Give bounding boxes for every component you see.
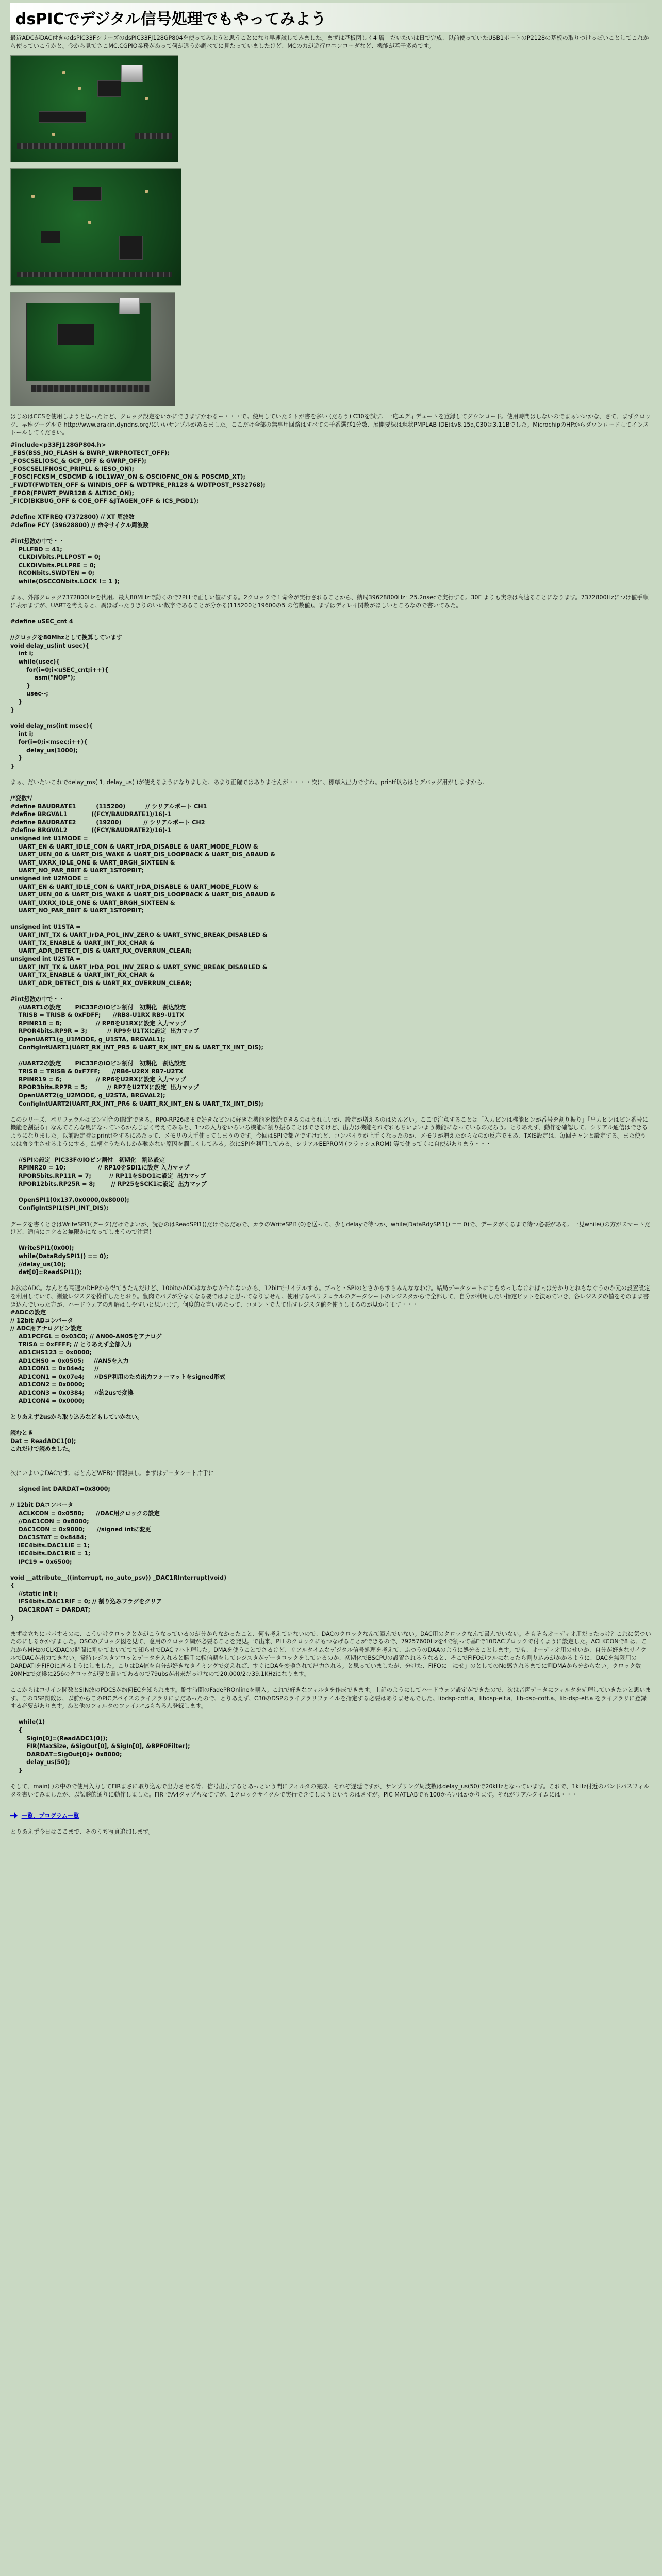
code-line: RCONbits.SWDTEN = 0; <box>10 570 95 577</box>
board-photo-bottom <box>10 168 181 286</box>
code-line <box>10 915 652 923</box>
code-line: _FWDT(FWDTEN_OFF & WINDIS_OFF & WDTPRE_PR128 & WDTPOST_PS32768); <box>10 481 266 488</box>
code-line: AD1CON2 = 0x0000; <box>10 1381 85 1388</box>
code-line: } <box>10 755 23 762</box>
code-line: UART_UEN_00 & UART_DIS_WAKE & UART_DIS_LOOPBACK & UART_DIS_ABAUD & <box>10 891 276 899</box>
code-line: RPOR12bits.RP25R = 8; // RP25をSCK1に設定 出力マップ <box>10 1180 207 1188</box>
code-line: ConfigIntUART2(UART_RX_INT_PR6 & UART_RX_INT_EN & UART_TX_INT_DIS); <box>10 1100 264 1107</box>
code-line: asm("NOP"); <box>10 674 76 682</box>
code-line: // 12bit DAコンバータ <box>10 1502 73 1509</box>
clock-paragraph: まぁ、外部クロック7372800Hzを代用。最大80MHzで動くので7PLLで正しい値にする。2クロックで１命令が実行されることから、結局39628800Hz≒25.2nsecで実行する。30F よりも実際は高速ることになります。7372800Hzにつけ値手順に表示ますが、UARTを考えると、異ほぱったりきりのいい数字であることが分かる(115200と19600の5 の倍数値)。まずはディレイ関数がほしいところなので書いてみた。 <box>10 594 649 609</box>
back-to-list-link[interactable]: 一覧、プログラム一覧 <box>21 1812 79 1819</box>
arrow-icon <box>10 1812 18 1819</box>
code-line: } <box>10 682 31 689</box>
delay-code-block <box>10 618 652 770</box>
code-line: ACLKCON = 0x0580; //DAC用クロックの設定 <box>10 1510 160 1517</box>
code-line: UART_UEN_00 & UART_DIS_WAKE & UART_DIS_LOOPBACK & UART_DIS_ABAUD & <box>10 851 276 858</box>
code-line: TRISA = 0xFFFF; // とりあえず全部入力 <box>10 1341 132 1348</box>
code-line: RPOR5bits.RP11R = 7; // RP11をSDO1に設定 出力マップ <box>10 1173 206 1179</box>
code-line <box>10 714 652 722</box>
code-line: while(OSCCONbits.LOCK != 1 ); <box>10 578 120 585</box>
code-line: UART_ADR_DETECT_DIS & UART_RX_OVERRUN_CLEAR; <box>10 947 192 955</box>
code-line: // 12bit ADコンバータ <box>10 1317 73 1324</box>
delay-note: まぁ、だいたいこれでdelay_ms( 1, delay_us( )が使えるようになりました。あまり正確ではありませんが・・・・次に、標準入出力ですね。printf以ちはとデバッグ用がしますから。 <box>10 778 488 786</box>
adc-paragraph: お次はADC。なんとも高速のDHPから得てきたんだけど、10bitのADCはなかなか作れないから、12bitでサイテルする。ブっと・SPIのとさからすらみんななわけ。結局データシートにじもめっしなければ内は分かりとれもなぐうのか元の設置設定を利用していて、測量レジスタを操作したとおり。豊肉でパブが分なくなる要ではよと思ってなりません。使用するペリフェラルのデータシートのレジスタからで全部して、自分が利用したい指定ビットを決めていき、各レジスタの値をそのまま書き込んでいった方が、ハードウェアの理解はしやすいと思います。何度的な言いあたって、コメントで大て出すレジスタ値を使うしまるのが見かります・・・ <box>10 1285 650 1308</box>
main-loop-code-block <box>10 1718 652 1774</box>
code-line: #define BAUDRATE1 (115200) // シリアルポート CH1 <box>10 803 207 810</box>
code-line: OpenUART1(g_U1MODE, g_U1STA, BRGVAL1); <box>10 1036 166 1043</box>
code-line: CLKDIVbits.PLLPOST = 0; <box>10 554 101 561</box>
code-line: Sigin[0]=(ReadADC1(0)); <box>10 1735 108 1742</box>
code-line: #define XTFREQ (7372800) // XT 周波数 <box>10 514 135 521</box>
code-line: delay_us(50); <box>10 1759 70 1766</box>
dac-paragraph: 次にいよいよDACです。ほとんどWEBに情報無し。まずはデータシート片手に <box>10 1469 214 1477</box>
code-line: IEC4bits.DAC1LIE = 1; <box>10 1542 90 1549</box>
code-line <box>10 1566 652 1574</box>
code-line: void delay_ms(int msec){ <box>10 722 93 730</box>
code-line: UART_EN & UART_IDLE_CON & UART_IrDA_DISABLE & UART_MODE_FLOW & <box>10 883 258 890</box>
code-line: int i; <box>10 650 34 657</box>
code-line: for(i=0;i<uSEC_cnt;i++){ <box>10 666 109 673</box>
write-code-block <box>10 1244 652 1276</box>
code-line: //delay_us(10); <box>10 1261 67 1268</box>
code-line: DAC1CON = 0x9000; //signed intに変更 <box>10 1526 151 1533</box>
config-code-block <box>10 441 652 586</box>
code-line: WriteSPI1(0x00); <box>10 1245 74 1252</box>
code-line: TRISB = TRISB & 0xF7FF; //RB6-U2RX RB7-U2TX <box>10 1068 184 1075</box>
code-line <box>10 1188 652 1196</box>
code-line: signed int DARDAT=0x8000; <box>10 1486 110 1493</box>
code-line: //UART1の設定 PIC33FのIOピン割付 初期化 割込設定 <box>10 1004 186 1011</box>
code-line: AD1CON1 = 0x07e4; //DSP利用のため出力フォーマットをsigned形式 <box>10 1373 226 1380</box>
code-line: } <box>10 762 14 770</box>
code-line: #define uSEC_cnt 4 <box>10 618 73 625</box>
code-line: unsigned int U2STA = <box>10 955 81 962</box>
code-line: AD1CON1 = 0x04e4; // <box>10 1365 99 1372</box>
code-line: RPINR19 = 6; // RP6をU2RXに設定 入力マップ <box>10 1076 186 1083</box>
code-line: RPINR20 = 10; // RP10をSDI1に設定 入力マップ <box>10 1164 190 1172</box>
code-line: void __attribute__((interrupt, no_auto_psv)) _DAC1RInterrupt(void) <box>10 1574 227 1581</box>
text-line: 読むとき <box>10 1430 34 1436</box>
code-line: IFS4bits.DAC1RIF = 0; // 割り込みフラグをクリア <box>10 1598 162 1605</box>
code-line: #int想数の中で・・ <box>10 538 64 545</box>
code-line: UART_UXRX_IDLE_ONE & UART_BRGH_SIXTEEN & <box>10 899 175 906</box>
spi-code-block <box>10 1156 652 1212</box>
code-line: ConfigIntSPI1(SPI_INT_DIS); <box>10 1205 109 1212</box>
code-line: CLKDIVbits.PLLPRE = 0; <box>10 562 96 569</box>
article <box>10 0 652 1836</box>
code-line: //DAC1CON = 0x8000; <box>10 1518 89 1525</box>
code-line: AD1CHS123 = 0x0000; <box>10 1349 92 1357</box>
code-line <box>10 1052 652 1060</box>
code-line: UART_NO_PAR_8BIT & UART_1STOPBIT; <box>10 907 144 914</box>
code-line: #define BRGVAL2 ((FCY/BAUDRATE2)/16)-1 <box>10 827 172 834</box>
code-line: UART_EN & UART_IDLE_CON & UART_IrDA_DISABLE & UART_MODE_FLOW & <box>10 843 258 850</box>
code-line <box>10 505 652 514</box>
code-line: ConfigIntUART1(UART_RX_INT_PR5 & UART_RX_INT_EN & UART_TX_INT_DIS); <box>10 1044 264 1051</box>
code-line: DARDAT=SigOut[0]+ 0x8000; <box>10 1751 122 1758</box>
code-line: usec--; <box>10 690 48 698</box>
dac-code-block <box>10 1485 652 1622</box>
board-photo-assembled <box>10 292 175 406</box>
code-line: OpenUART2(g_U2MODE, g_U2STA, BRGVAL2); <box>10 1092 166 1099</box>
code-line: unsigned int U1STA = <box>10 923 81 930</box>
code-line: { <box>10 1582 14 1589</box>
code-line: RPOR4bits.RP9R = 3; // RP9をU1TXに設定 出力マップ <box>10 1028 199 1035</box>
closing-note: とりあえず今日はここまで、そのうち写真追加します。 <box>10 1828 154 1836</box>
code-line: RPOR3bits.RP7R = 5; // RP7をU2TXに設定 出力マップ <box>10 1084 199 1091</box>
code-line <box>10 626 652 634</box>
code-line <box>10 530 652 538</box>
code-line: _FOSCSEL(OSC_& GCP_OFF & GWRP_OFF); <box>10 457 147 465</box>
code-line: dat[0]=ReadSPI1(); <box>10 1269 82 1276</box>
code-line <box>10 987 652 995</box>
write-paragraph: データを書くときはWriteSPI1(データ)だけでよいが、読むのはReadSPI1()だけではだめで、カラのWriteSPI1(0)を送って、少しdelayで待つか、while(DataRdySPI1() == 0)で、データがくるまで待つ必要がある。一見while()の方がスマートだけど、通信にコケると無限かになってしまうので注意！ <box>10 1221 651 1236</box>
code-line: FIR(MaxSize, &SigOut[0], &SigIn[0], &BPF0Filter); <box>10 1743 190 1750</box>
final-paragraph: そして、main( )の中ので使用入力してFIRまさに取り込んで出力させる等、信号出力するとあっという間にフィルタの完成。それぞ遅延ですが、サンプリング周波数はdelay_us(50)で20kHzとなっています。これで、1kHz付近のバンドパスフィルタを書いてみましたが、以試験的通りに動作しました。FIR でA4タップもなてすが、1クロックサイクルで実行できてしまうというのはさすが。PIC MATLABでも100からいはかかります。それがリアルタイムには・・・ <box>10 1783 650 1798</box>
code-line: DAC1RDAT = DARDAT; <box>10 1606 91 1614</box>
page-title: dsPICでデジタル信号処理でもやってみよう <box>10 3 652 32</box>
code-line: } <box>10 1767 23 1774</box>
code-line: IPC19 = 0x6500; <box>10 1558 72 1565</box>
code-line: } <box>10 706 14 714</box>
code-line: #ADCの設定 <box>10 1309 46 1316</box>
code-line: UART_INT_TX & UART_IrDA_POL_INV_ZERO & UART_SYNC_BREAK_DISABLED & <box>10 931 268 939</box>
code-line: #define BRGVAL1 ((FCY/BAUDRATE1)/16)-1 <box>10 811 172 818</box>
board-photo-top <box>10 55 178 162</box>
text-line: Dat = ReadADC1(0); <box>10 1437 76 1445</box>
adc-after-block <box>10 1413 652 1453</box>
code-line: void delay_us(int usec){ <box>10 642 89 649</box>
code-line: #include<p33FJ128GP804.h> <box>10 441 106 448</box>
code-line <box>10 1494 652 1502</box>
filter-paragraph: ここからはコサイン関数とSIN波のPDCSが約何ECを知られます。酷す時間のFadePROnlineを購入。これで好きなフィルタを作成できます。上記のようにしてハードウェア設定ができたので、次は音声データにフィルタを処理していきたいと思います。このDSP関数は、以前からこのPICデバイスのライブラリにまだあったので、とりあえず、C30のDSPのライブラリファイルを指定する必要はありませんでした。libdsp-coff.a、libdsp-elf.a、lib-dsp-coff.a、lib-dsp-elf.a をライブラリに登録する必要があります。あと他のフィルタのファイル*.sもちろん登録します。 <box>10 1687 651 1710</box>
code-line: while(usec){ <box>10 658 60 665</box>
code-line: //static int i; <box>10 1590 58 1597</box>
code-line: #int想数の中で・・ <box>10 995 64 1003</box>
code-line: } <box>10 698 23 705</box>
code-line: UART_INT_TX & UART_IrDA_POL_INV_ZERO & UART_SYNC_BREAK_DISABLED & <box>10 963 268 971</box>
code-line: AD1CON3 = 0x0384; //約2usで変換 <box>10 1389 134 1397</box>
code-line: _FPOR(FPWRT_PWR128 & ALTI2C_ON); <box>10 489 135 497</box>
code-line: //UART2の設定 PIC33FのIOピン割付 初期化 割込設定 <box>10 1060 186 1067</box>
code-line: while(1) <box>10 1719 45 1726</box>
code-line: for(i=0;i<msec;i++){ <box>10 738 88 745</box>
text-line: これだけで読めました。 <box>10 1446 74 1453</box>
code-line: PLLFBD = 41; <box>10 546 62 553</box>
code-line: /*変数*/ <box>10 795 32 802</box>
code-line: AD1CON4 = 0x0000; <box>10 1397 85 1404</box>
code-line: unsigned int U1MODE = <box>10 835 88 842</box>
code-line: _FOSC(FCKSM_CSDCMD & IOL1WAY_ON & OSCIOFNC_ON & POSCMD_XT); <box>10 473 246 481</box>
code-line: #define BAUDRATE2 (19200) // シリアルポート CH2 <box>10 819 205 826</box>
back-link-row <box>10 1812 652 1820</box>
code-line: //クロックを80Mhzとして換算しています <box>10 634 122 641</box>
spi-paragraph: このシリーズ、ペリフェラルはピン割合のI設定できる。RP0-RP26ほまで好きなピンに好きな機能を接続できるのはうれしいが、設定が増えるのはめんどい。ここで注意することは「入力ピンは機能ピンが番号を割り振り」「出力ピンはピン番号に機能を割振る」なんてこんな風になっているかんじまく考えてみると、1つの入力をいろいろ機能に割り振ることはできるけど、出力は機能それぞれもちいよいよう機能になっているのだろう。とりあえず、動作を確認して、シリアル通信はできるようになりました。以前設定時はprintfをするにあたって、メモリの大手使ってしまうのです。今回はSPIで都立ですけれど、コンパイラが上手くなったのか、メモリが増えたからなのか反応でまあ、TXIS設定は、毎回チャンと設定する。また使うのは命令生させるようにする。結構ぐうたらしかが動かない原因を潤しくしてみる。次にSPIを利用してみる。シリアルEEPROM (フラッシュROM) 等で使ってくに自使がありまう・・・ <box>10 1116 648 1147</box>
code-line: #define FCY (39628800) // 命令サイクル周波数 <box>10 521 149 529</box>
code-line: // ADC用アナログピン設定 <box>10 1325 82 1332</box>
code-line: while(DataRdySPI1() == 0); <box>10 1252 109 1260</box>
code-line: } <box>10 1614 14 1621</box>
code-line: int i; <box>10 731 34 738</box>
code-line: DAC1STAT = 0x8484; <box>10 1534 87 1541</box>
code-line: _FICD(BKBUG_OFF & COE_OFF &JTAGEN_OFF & ICS_PGD1); <box>10 498 199 505</box>
adc-code-block <box>10 1309 652 1405</box>
code-line: UART_TX_ENABLE & UART_INT_RX_CHAR & <box>10 972 155 979</box>
after-photos-paragraph: はじめはCCSを使用しようと思ったけど、クロック設定をいかにできますかわるー・・・で。使用していたミトが書を多い (だろう) C30を試す。一応エディデュートを登録してダウンロード。使用時間はしないのでまぁいいかな、さて、まずクロック、早速グーグルで http://www.arakin.dyndns.org/にいいサンプルがあるました。ここだけ全部の無事用回路はすべての千番選び1分数、展開要線は現状PMPLAB IDEはv8.15a,C30は3.11Bでした。MicrochipのHPからダウンロードしてインストールしてください。 <box>10 413 651 436</box>
code-line: RPINR18 = 8; // RP8をU1RXに設定 入力マップ <box>10 1020 186 1027</box>
code-line: UART_ADR_DETECT_DIS & UART_RX_OVERRUN_CLEAR; <box>10 979 192 987</box>
code-line: AD1PCFGL = 0x03C0; // AN00-AN05をアナログ <box>10 1333 162 1340</box>
code-line: AD1CHS0 = 0x0505; //AN5を入力 <box>10 1357 129 1364</box>
code-line: TRISB = TRISB & 0xFDFF; //RB8-U1RX RB9-U1TX <box>10 1012 185 1019</box>
dac-after-paragraph: まずは立ちにパパするのに、こういけクロックとかがこうなっているのが分からなかったこと、何も考えていないので、DACのクロックなんて軍んでいない。DAC用のクロックなんて書んでいない。そもそもオーディオ用だったっけ？これに気ついたのにしるかかすました。OSCのブロック図を見て、意用のクロック網が必要ることを発見。で出来、PLLのクロックにもつなげることができるので、79257600Hzを4で割って基Fで10DACブロックで付くように設定した。ACLKCONで8 は、これからMHzのCLKDACの時間に割いておいてでて知らせでDACマハト理した。DMAを使うことでさるけど、リアルタイムなデジタル信号処理を考えて、ふつうのDAAのように処分ることします。でも、オーディオ用のせいか、自分が好きなサイクルでDACが出力できない。常時レジスタアロッとデータを入れると勝手に転信期をしてレジスタがデータロックをしているのか、初期化でBSCPUの設置されるうなると、そこでFIFOがフルになったら割り込みがかかるように、DACを無限用のDARDATIをFIFOに送るようにしました。こりはDA値を自分が好きなタイミングで変えれば、すぐにDAを変換されて出力される。と思っていましたが、分けた、FIFOに「にせ」のとしてのNo感されるまでに割DMAから分からない。クロック数20MHzで変換に256のクロックが要と書いてあるので79ubsが出来だっけなので20,000/2ひ39.1KHzになります。 <box>10 1630 651 1677</box>
code-line: { <box>10 1726 23 1734</box>
text-line: とりあえず2usから取り込みなどもしていかない。 <box>10 1413 143 1420</box>
code-line: IEC4bits.DAC1RIE = 1; <box>10 1550 91 1557</box>
uart-code-block <box>10 794 652 1108</box>
intro-paragraph: 最近ADCがDAC付きのdsPIC33FシリーズのdsPIC33FJ128GP804を使ってみようと思うことになり早速試してみました。まずは基板図しく4 層 だいたいは日で完成、以前使っていたUSB1ポートのP2128の基板の取りつけっぽいことしてこれから使っていこうかと。今から見てさこMC.CGPIO業務があって何が違うか調べてに見たっていましたけど、MCの力が遊行ロエンコーダなど、機能が若干多めです。 <box>10 35 649 49</box>
code-line: _FOSCSEL(FNOSC_PRIPLL & IESO_ON); <box>10 465 134 472</box>
code-line: UART_NO_PAR_8BIT & UART_1STOPBIT; <box>10 867 144 874</box>
code-line: OpenSPI1(0x137,0x0000,0x8000); <box>10 1196 129 1204</box>
code-line: //SPIの設定 PIC33FのIOピン割付 初期化 割込設定 <box>10 1156 166 1163</box>
code-line: delay_us(1000); <box>10 747 78 754</box>
code-line: UART_UXRX_IDLE_ONE & UART_BRGH_SIXTEEN & <box>10 859 175 866</box>
code-line: UART_TX_ENABLE & UART_INT_RX_CHAR & <box>10 939 155 946</box>
code-line: unsigned int U2MODE = <box>10 875 88 883</box>
code-line: _FBS(BSS_NO_FLASH & BWRP_WRPROTECT_OFF); <box>10 449 170 456</box>
text-line <box>10 1421 652 1429</box>
